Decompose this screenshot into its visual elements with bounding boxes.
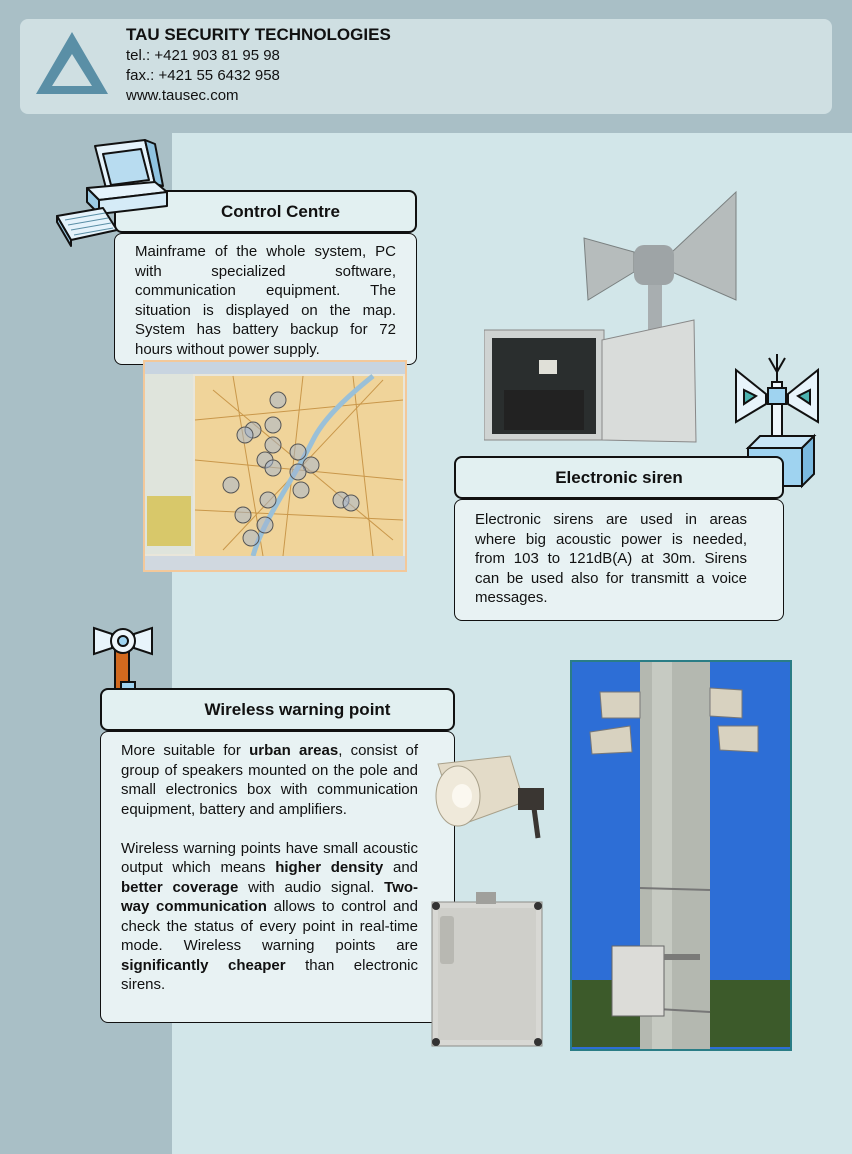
website-link[interactable]: www.tausec.com: [126, 87, 239, 104]
text-span: allows to control and check the status of every point in real-time mode. Wireless warning points are: [121, 898, 418, 954]
emphasis-urban-areas: urban areas: [249, 742, 339, 759]
emphasis-two-way: Two-way communication: [121, 878, 419, 915]
control-centre-text: Mainframe of the whole system, PC with specialized software, communication equipment. The situation is displayed on the map. System has battery backup for 72 hours without power supply.: [135, 243, 396, 358]
wireless-paragraph-2: [121, 839, 418, 995]
company-name: TAU SECURITY TECHNOLOGIES: [126, 25, 391, 44]
text-span: , consist of group of speakers mounted on the pole and small electronics box with communication equipment, battery and amplifiers.: [121, 742, 419, 818]
wireless-warning-point-description: [100, 731, 455, 1023]
electronic-siren-text: Electronic sirens are used in areas where big acoustic power is needed, from 103 to 121dB(A) at 30m. Sirens can be used also for transmitt a voice messages.: [475, 511, 747, 606]
warning-point-pole-photo: [570, 660, 792, 1051]
emphasis-better-coverage: better coverage: [121, 878, 239, 896]
text-span: Wireless warning points have small acoustic output which means: [121, 839, 418, 876]
emphasis-cheaper: significantly cheaper: [121, 956, 286, 974]
company-logo-icon: [34, 30, 110, 96]
electronic-siren-title: Electronic siren: [454, 456, 784, 499]
text-span: with audio signal.: [238, 878, 385, 896]
speaker-horn-photo: [432, 752, 552, 842]
phone-number: tel.: +421 903 81 95 98: [126, 47, 280, 64]
control-centre-description: [114, 233, 417, 365]
emphasis-higher-density: higher density: [275, 859, 384, 876]
control-centre-title: Control Centre: [114, 190, 417, 233]
text-span: and: [383, 859, 418, 876]
text-span: More suitable for: [121, 742, 250, 759]
map-software-screenshot: [143, 360, 407, 572]
electronic-siren-description: [454, 499, 784, 621]
fax-number: fax.: +421 55 6432 958: [126, 67, 280, 84]
wireless-warning-point-title: Wireless warning point: [100, 688, 455, 731]
computer-icon: [55, 138, 170, 248]
text-span: than electronic sirens.: [121, 956, 419, 993]
electronic-siren-photo: [484, 190, 740, 452]
wireless-paragraph-1: [121, 741, 418, 819]
electronics-box-photo: [426, 890, 556, 1050]
